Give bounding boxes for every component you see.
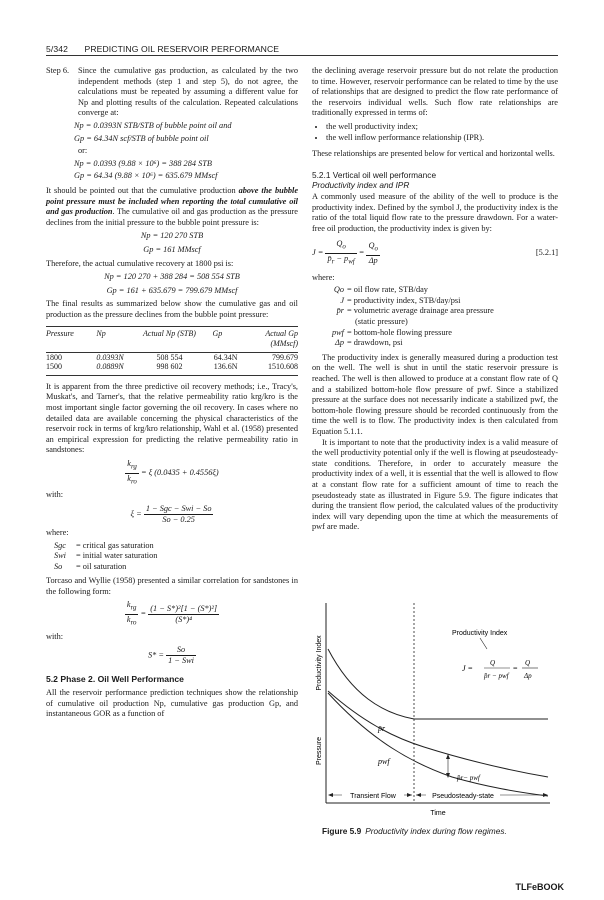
eq-xi: ξ = $\frac{\text{1 − Sgc − Swi − So}}{So - 0.25}$ bbox=[130, 503, 212, 524]
eq-gp-3: Gp = 161 MMscf bbox=[143, 244, 201, 254]
definition-text: = initial water saturation bbox=[76, 551, 158, 561]
fig-equals: = bbox=[513, 664, 518, 673]
section-heading-5-2-1: 5.2.1 Vertical oil well performance bbox=[312, 169, 437, 180]
symbol: J bbox=[340, 295, 344, 305]
eq-np-2: Np = 0.0393 (9.88 × 10⁶) = 388 284 STB bbox=[74, 158, 212, 168]
symbol: So bbox=[54, 561, 63, 571]
th-actual-gp: Actual Gp (MMscf) bbox=[265, 329, 298, 349]
definition bbox=[54, 551, 298, 562]
fig-qo-num-1: Q bbox=[490, 659, 496, 667]
where-label-2: where: bbox=[312, 272, 335, 282]
eq-gp-4: Gp = 161 + 635.679 = 799.679 MMscf bbox=[106, 285, 238, 295]
text: . The cumulative oil and gas production as the pressure declines from the initial pressure to the bubble point pressure is: bbox=[46, 207, 298, 227]
torcaso-fraction bbox=[148, 604, 219, 625]
fig-den-2: Δp bbox=[524, 672, 532, 680]
th-actual-np: Actual Np (STB) bbox=[143, 329, 196, 339]
paragraph-torcaso: Torcaso and Wyllie (1958) presented a similar correlation for sandstones in the following form: bbox=[46, 576, 298, 596]
eq-gp-1: Gp = 64.34N scf/STB of bubble point oil bbox=[74, 133, 209, 143]
symbol: Sgc bbox=[54, 540, 66, 550]
drawdown-label: p̄r− pwf bbox=[457, 774, 480, 782]
with-label-2: with: bbox=[46, 631, 64, 641]
cell: 0.0889N bbox=[96, 362, 124, 372]
cell: 1800 bbox=[46, 352, 62, 362]
definition-text: = volumetric average drainage area pressure bbox=[347, 306, 494, 316]
reservoir-pressure-curve bbox=[328, 691, 548, 777]
y-label-pressure: Pressure bbox=[316, 736, 323, 766]
definition bbox=[326, 328, 558, 339]
definition bbox=[326, 285, 558, 296]
flowing-pressure-curve bbox=[328, 693, 548, 796]
cell: 1510.608 bbox=[268, 362, 298, 372]
cell: 998 602 bbox=[156, 362, 183, 372]
fig-qo-num-2: Q bbox=[525, 659, 531, 667]
y-label-productivity: Productivity Index bbox=[316, 635, 323, 691]
definition bbox=[326, 338, 558, 349]
list-item: • the well inflow performance relationship (IPR). bbox=[326, 133, 558, 144]
header-rule bbox=[46, 55, 558, 56]
step-6 bbox=[46, 66, 298, 119]
xi-denominator: So − 0.25 bbox=[162, 514, 195, 524]
emphasis-text: above the bubble point pressure must be included when reporting the total cumulative oil and gas production bbox=[46, 185, 299, 217]
eq-productivity-index: J = $\frac{Q_o}{p̄_r - p_{wf}}$ = $\frac{Q_o}{\Delta p}$ [5.2.1] bbox=[312, 239, 558, 266]
definition-text: = productivity index, STB/day/psi bbox=[347, 295, 461, 305]
list-item: • the well productivity index; bbox=[326, 122, 558, 133]
pi-fraction-2: $\frac{Q_o}{\Delta p}$ bbox=[368, 241, 378, 265]
eq-torcaso: $\frac{k_{rg}}{k_{ro}}$ = $\frac{\text{(1 − S*)²[1 − (S*)²]}}{\text{(S*)⁴}}$ bbox=[126, 600, 218, 627]
section-heading-5-2: 5.2 Phase 2. Oil Well Performance bbox=[46, 674, 184, 685]
eq-wahl bbox=[46, 459, 298, 487]
xi-numerator: 1 − Sgc − Swi − So bbox=[145, 503, 212, 513]
pi-fraction-1: $\frac{Q_o}{p̄_r - p_{wf}}$ bbox=[327, 239, 355, 266]
cell: 799.679 bbox=[272, 352, 298, 362]
paragraph-productivity-index: A commonly used measure of the ability of the well to produce is the productivity index. Defined by the symbol J, the productivity index is the ratio of the total liquid flow rate to the pressure drawdown. For a water-free oil production, the productivity index is given by: bbox=[312, 191, 558, 233]
cell: 1500 bbox=[46, 362, 62, 372]
running-title: PREDICTING OIL RESERVOIR PERFORMANCE bbox=[84, 44, 280, 54]
eq-np-1: Np = 0.0393N STB/STB of bubble point oil and bbox=[74, 120, 232, 130]
definition bbox=[326, 317, 558, 328]
pseudosteady-label: Pseudosteady-state bbox=[432, 793, 494, 800]
definition-text: = critical gas saturation bbox=[76, 540, 154, 550]
cell: 64.34N bbox=[213, 352, 238, 362]
results-table bbox=[46, 326, 298, 375]
krg-kro-fraction-2: $\frac{k_{rg}}{k_{ro}}$ bbox=[126, 600, 137, 627]
with-label-1: with: bbox=[46, 490, 64, 500]
x-label-time: Time bbox=[430, 810, 446, 817]
cell: 508 554 bbox=[156, 352, 183, 362]
pi-definitions bbox=[326, 285, 558, 349]
paragraph-relationships: These relationships are presented below for vertical and horizontal wells. bbox=[312, 149, 555, 159]
transient-arrowhead-left bbox=[328, 793, 333, 797]
figure-caption bbox=[322, 826, 507, 836]
paragraph-relative-permeability: It is apparent from the three predictive oil recovery methods; i.e., Tracy's, Muskat's, and Tarner's, that the relative permeability ratio krg/kro is the most important single factor governing the oil recovery. In cases where no detailed data are available concerning the physical characteristics of the reservoir rock in terms of krg/kro relationship, Wahl et al. (1958) presented an empirical expression for predicting the relative permeability ratio in sandstones: bbox=[46, 381, 298, 455]
saturation-definitions bbox=[54, 541, 298, 573]
paragraph-declining-pressure: the declining average reservoir pressure but do not relate the production to time. However, reservoir performance can be related to time by the use of relationships that are designed to predict the flow rate performance of the reservoirs individual wells. Such flow rate relationships are traditionally expressed in terms of: bbox=[312, 66, 558, 118]
definition bbox=[54, 562, 298, 573]
subsection-heading-pi: Productivity index and IPR bbox=[312, 180, 410, 191]
definition-text: (static pressure) bbox=[355, 317, 408, 326]
productivity-index-plot bbox=[312, 591, 558, 821]
eq-np-3: Np = 120 270 STB bbox=[140, 231, 204, 241]
fig-den-1: p̄r − pwf bbox=[484, 672, 509, 680]
cell: 136.6N bbox=[213, 362, 238, 372]
paragraph-performance-techniques: All the reservoir performance prediction techniques show the relationship of cumulative oil production Np, cumulative gas production Gp, and instantaneous GOR as a function of bbox=[46, 687, 298, 719]
s-star-denominator: 1 − Swi bbox=[168, 656, 194, 666]
fig-j-label: J = bbox=[462, 664, 473, 673]
paragraph-recovery: Therefore, the actual cumulative recovery at 1800 psi is: bbox=[46, 258, 234, 268]
table-row bbox=[46, 352, 298, 362]
definition-text: = bottom-hole flowing pressure bbox=[347, 327, 452, 337]
step-6-label: Step 6. bbox=[46, 66, 70, 75]
paragraph-cumulative bbox=[46, 186, 298, 228]
or-label: or: bbox=[78, 146, 88, 156]
torcaso-denominator: (S*)⁴ bbox=[175, 615, 193, 625]
caption-number: Figure 5.9 bbox=[322, 826, 362, 836]
eq-s-star: S* = $\frac{So}{\text{1 − Swi}}$ bbox=[148, 645, 194, 666]
paragraph-pseudosteady: It is important to note that the productivity index is a valid measure of the well productivity potential only if the well is flowing at pseudosteady-state conditions. Therefore, in order to accurately measure the productivity index of a well, it is essential that the well is allowed to flow at a constant flow rate for a sufficient amount of time to reach the pseudosteady state as illustrated in Figure 5.9. The figure indicates that during the transient flow period, the calculated values of the productivity index will vary depending upon the time at which the measurements of pwf are made. bbox=[312, 437, 558, 532]
pi-curve-label: Productivity Index bbox=[452, 630, 508, 637]
table-header-row bbox=[46, 327, 298, 352]
pwf-label: pwf bbox=[378, 757, 390, 766]
bullet-list bbox=[312, 122, 558, 143]
symbol: Δp bbox=[334, 338, 344, 348]
caption-text: Productivity index during flow regimes. bbox=[365, 826, 507, 836]
text: It should be pointed out that the cumulative production bbox=[46, 185, 239, 195]
eq-np-4: Np = 120 270 + 388 284 = 508 554 STB bbox=[104, 272, 240, 282]
th-gp: Gp bbox=[212, 329, 223, 339]
symbol: p̄r bbox=[336, 306, 344, 316]
s-star-numerator: So bbox=[166, 645, 196, 656]
where-label-1: where: bbox=[46, 527, 69, 537]
step-6-text: Since the cumulative gas production, as calculated by the two independent methods (step 1 and step 5), do not agree, the calculations must be repeated by assuming a different value for Np and plotting results of the calculation. Repeated calculations converge at: bbox=[78, 66, 298, 118]
definition-text: = oil saturation bbox=[76, 561, 127, 571]
s-star-fraction bbox=[166, 645, 196, 666]
running-header bbox=[46, 44, 558, 54]
symbol: Swi bbox=[54, 551, 66, 561]
torcaso-numerator: (1 − S*)²[1 − (S*)²] bbox=[150, 604, 218, 614]
eq-wahl-rhs: = ξ (0.0435 + 0.4556ξ) bbox=[140, 468, 219, 478]
pseudosteady-arrowhead-left bbox=[416, 793, 421, 797]
figure-5-9 bbox=[312, 591, 558, 821]
paragraph-production-test: The productivity index is generally measured during a production test on the well. The well is shut in until the static reservoir pressure is reached. The well is then allowed to produce at a constant flow rate of Q and a stabilized bottom-hole flow pressure of pwf. Since a stabilized pressure at the surface does not necessarily indicate a stabilized pwf, the bottom-hole flowing pressure should be recorded continuously from the time the well is to flow. The productivity index is then calculated from Equation 5.1.1. bbox=[312, 352, 558, 436]
paragraph-final-results: The final results as summarized below show the cumulative gas and oil production as the pressure declines from the bubble point pressure: bbox=[46, 299, 298, 319]
page-number: 5/342 bbox=[46, 44, 69, 54]
transient-label: Transient Flow bbox=[350, 793, 396, 800]
symbol: pwf bbox=[332, 327, 344, 337]
productivity-index-curve bbox=[328, 649, 548, 719]
pr-label: p̄r bbox=[378, 724, 386, 733]
footer-watermark: TLFeBOOK bbox=[515, 882, 564, 892]
pi-leader-line bbox=[480, 638, 487, 649]
symbol: Qo bbox=[333, 285, 344, 295]
krg-kro-fraction: $\frac{k_{rg}}{k_{ro}}$ bbox=[127, 459, 137, 486]
equation-number: [5.2.1] bbox=[535, 248, 558, 258]
right-column bbox=[312, 66, 558, 533]
xi-fraction bbox=[144, 504, 214, 525]
definition bbox=[326, 296, 558, 307]
definition bbox=[54, 541, 298, 552]
eq-gp-2: Gp = 64.34 (9.88 × 10⁶) = 635.679 MMscf bbox=[74, 171, 218, 181]
th-np: Np bbox=[96, 329, 106, 339]
table-row bbox=[46, 362, 298, 375]
transient-arrowhead-right bbox=[407, 793, 412, 797]
th-pressure: Pressure bbox=[46, 329, 74, 339]
left-column bbox=[46, 66, 298, 720]
definition-text: = oil flow rate, STB/day bbox=[347, 285, 428, 295]
definition bbox=[326, 306, 558, 317]
definition-text: = drawdown, psi bbox=[347, 338, 403, 348]
cell: 0.0393N bbox=[96, 352, 124, 362]
